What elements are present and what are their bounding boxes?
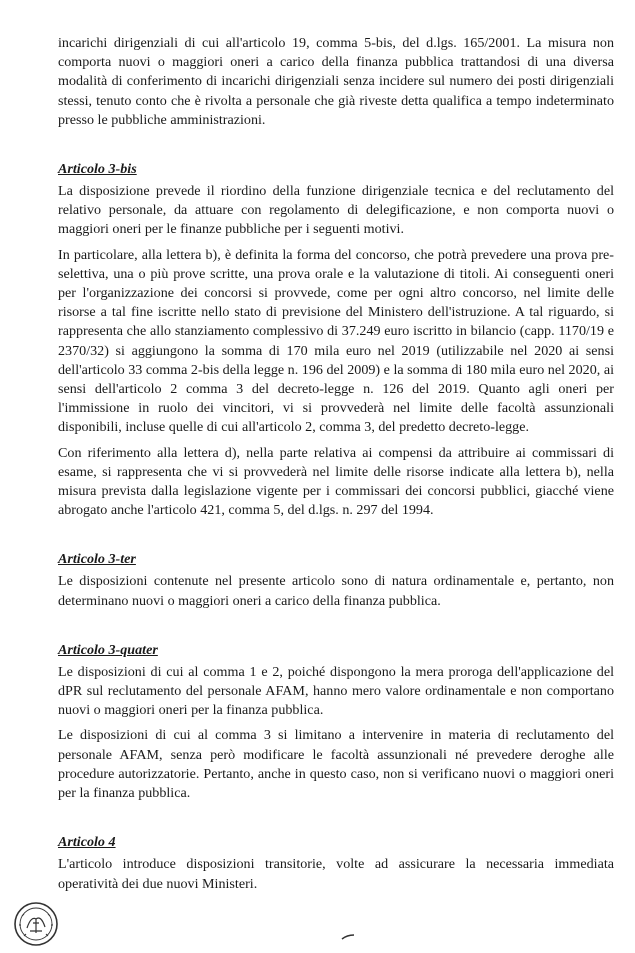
section-articolo-3-bis [58,160,614,520]
scan-mark-icon [341,934,355,940]
section-paragraph: Le disposizioni contenute nel presente articolo sono di natura ordinamentale e, pertanto, non determinano nuovi o maggiori oneri a carico della finanza pubblica. [58,573,614,609]
section-articolo-4 [58,833,614,893]
seal-stamp-icon [13,901,59,947]
section-title: Articolo 3-ter [58,551,136,568]
document-page [58,34,614,924]
section-paragraph: La disposizione prevede il riordino della funzione dirigenziale tecnica e del reclutamento del relativo personale, da attuare con regolamento di delegificazione, e non comporta nuovi o maggiori oneri per le finanze pubbliche per i seguenti motivi. [58,183,614,238]
section-paragraph: Le disposizioni di cui al comma 3 si limitano a intervenire in materia di reclutamento del personale AFAM, senza però modificare le facoltà assunzionali né prevedere deroghe alle procedure autorizzatorie. Pertanto, anche in questo caso, non si verificano nuovi o maggiori oneri per la finanza pubblica. [58,727,614,802]
section-paragraph: Le disposizioni di cui al comma 1 e 2, poiché dispongono la mera proroga dell'applicazione del dPR sul reclutamento del personale AFAM, hanno mero valore ordinamentale e non comportano nuovi o maggiori oneri per la finanza pubblica. [58,663,614,719]
section-articolo-3-quater [58,641,614,803]
section-title: Articolo 3-quater [58,641,158,658]
section-paragraph: Con riferimento alla lettera d), nella parte relativa ai compensi da attribuire ai commissari di esame, si rappresenta che vi si provvederà nel limite delle risorse indicate alla lettera b), nella misura prevista dalla legislazione vigente per i commissari dei concorsi pubblici, giacché viene abrogato anche l'articolo 421, comma 5, del d.lgs. n. 297 del 1994. [58,444,614,519]
section-paragraph: In particolare, alla lettera b), è definita la forma del concorso, che potrà prevedere una prova pre-selettiva, una o più prove scritte, una prova orale e la valutazione di titoli. Ai conseguenti oneri per l'organizzazione dei concorsi si provvede, come per ogni altro concorso, nel limite delle risorse a tal fine iscritte nello stato di previsione del Ministero dell'istruzione. A tal riguardo, si rappresenta che allo stanziamento complessivo di 37.249 euro iscritto in bilancio (capp. 1170/19 e 2370/32) si aggiungono la somma di 170 mila euro nel 2019 (utilizzabile nel 2020 ai sensi dell'articolo 33 comma 2-bis della legge n. 196 del 2009) e la somma di 180 mila euro nel 2020, ai sensi dell'articolo 2 comma 3 del decreto-legge n. 126 del 2019. Quanto agli oneri per l'immissione in ruolo dei vincitori, vi si provvederà nel limite delle facoltà assunzionali disponibili, incluse quelle di cui all'articolo 2, comma 3, del predetto decreto-legge. [58,246,614,436]
section-title: Articolo 4 [58,834,116,851]
section-paragraph: L'articolo introduce disposizioni transitorie, volte ad assicurare la necessaria immediata operatività dei due nuovi Ministeri. [58,856,614,892]
intro-paragraph: incarichi dirigenziali di cui all'articolo 19, comma 5-bis, del d.lgs. 165/2001. La misura non comporta nuovi o maggiori oneri a carico della finanza pubblica trattandosi di una diversa modalità di conferimento di incarichi dirigenziali senza incidere sul numero dei posti dirigenziali stessi, tenuto conto che è rivolta a personale che già riveste detta qualifica a tempo indeterminato presso le pubbliche amministrazioni. [58,35,614,128]
section-title: Articolo 3-bis [58,161,137,178]
section-articolo-3-ter [58,550,614,610]
